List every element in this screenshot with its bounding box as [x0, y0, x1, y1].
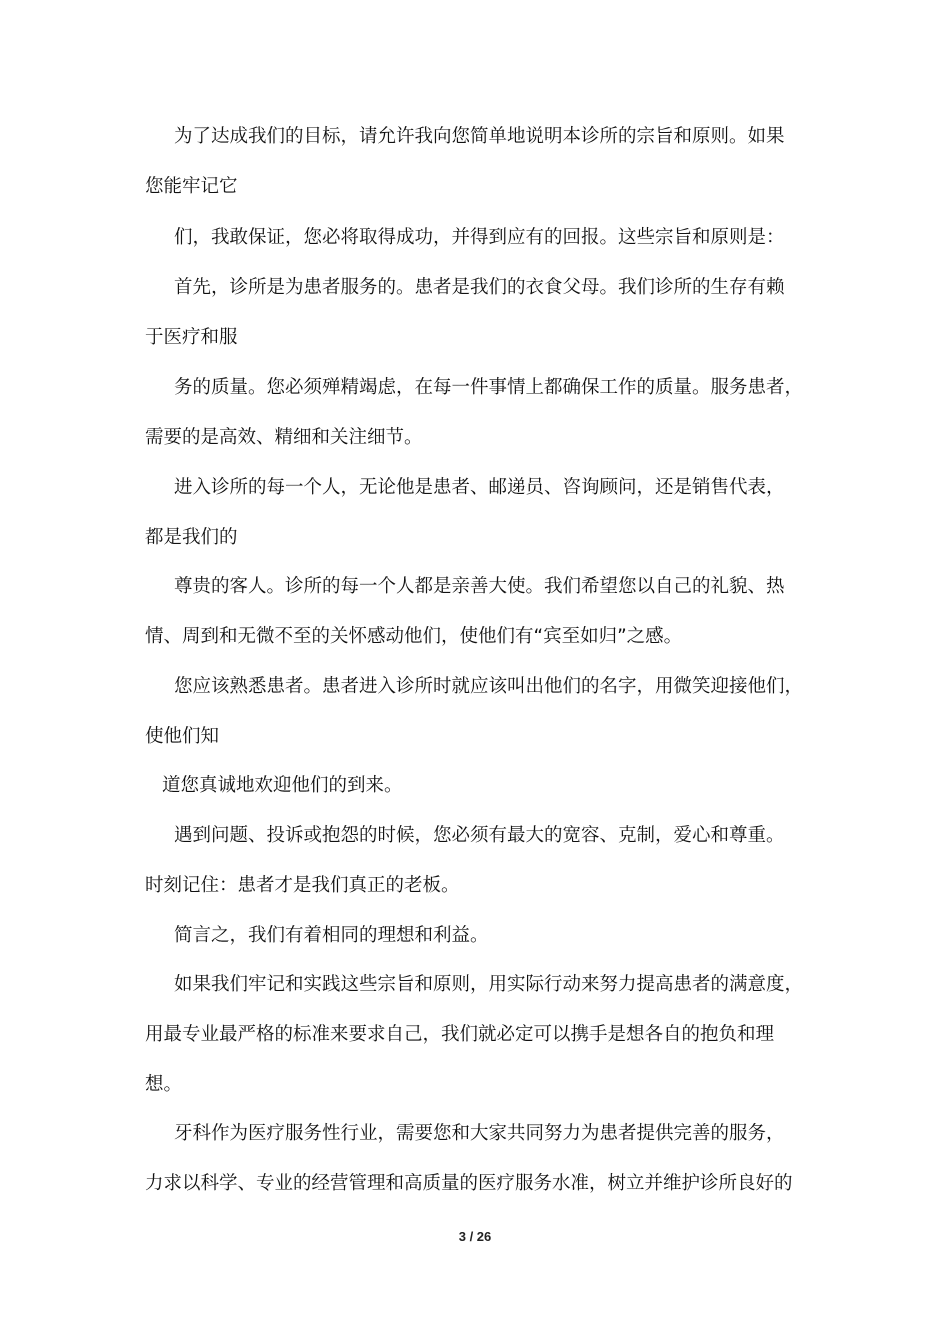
text-line: 时刻记住：患者才是我们真正的老板。: [145, 875, 460, 896]
text-line: 进入诊所的每一个人，无论他是患者、邮递员、咨询顾问，还是销售代表，: [174, 477, 785, 498]
text-line: 们，我敢保证，您必将取得成功，并得到应有的回报。这些宗旨和原则是：: [174, 227, 785, 248]
text-line: 情、周到和无微不至的关怀感动他们，使他们有“宾至如归”之感。: [145, 626, 683, 647]
text-line: 需要的是高效、精细和关注细节。: [145, 427, 423, 448]
text-line: 简言之，我们有着相同的理想和利益。: [174, 925, 489, 946]
text-line: 牙科作为医疗服务性行业，需要您和大家共同努力为患者提供完善的服务，: [174, 1123, 785, 1144]
text-line: 想。: [145, 1074, 183, 1095]
text-line: 用最专业最严格的标准来要求自己，我们就必定可以携手是想各自的抱负和理: [145, 1024, 775, 1045]
text-line: 为了达成我们的目标，请允许我向您简单地说明本诊所的宗旨和原则。如果: [174, 126, 785, 147]
text-line: 使他们知: [145, 726, 220, 747]
text-line: 遇到问题、投诉或抱怨的时候，您必须有最大的宽容、克制，爱心和尊重。: [174, 825, 785, 846]
text-line: 首先，诊所是为患者服务的。患者是我们的衣食父母。我们诊所的生存有赖: [174, 277, 785, 298]
text-line: 力求以科学、专业的经营管理和高质量的医疗服务水准，树立并维护诊所良好的: [145, 1173, 793, 1194]
text-line: 于医疗和服: [145, 327, 238, 348]
page-number: 3 / 26: [458, 1229, 492, 1244]
text-line: 您应该熟悉患者。患者进入诊所时就应该叫出他们的名字，用微笑迎接他们，: [174, 676, 804, 697]
text-line: 道您真诚地欢迎他们的到来。: [162, 775, 403, 796]
text-line: 您能牢记它: [145, 176, 238, 197]
text-line: 务的质量。您必须殚精竭虑，在每一件事情上都确保工作的质量。服务患者，: [174, 377, 804, 398]
text-line: 如果我们牢记和实践这些宗旨和原则，用实际行动来努力提高患者的满意度，: [174, 974, 804, 995]
text-line: 尊贵的客人。诊所的每一个人都是亲善大使。我们希望您以自己的礼貌、热: [174, 576, 785, 597]
text-line: 都是我们的: [145, 527, 238, 548]
